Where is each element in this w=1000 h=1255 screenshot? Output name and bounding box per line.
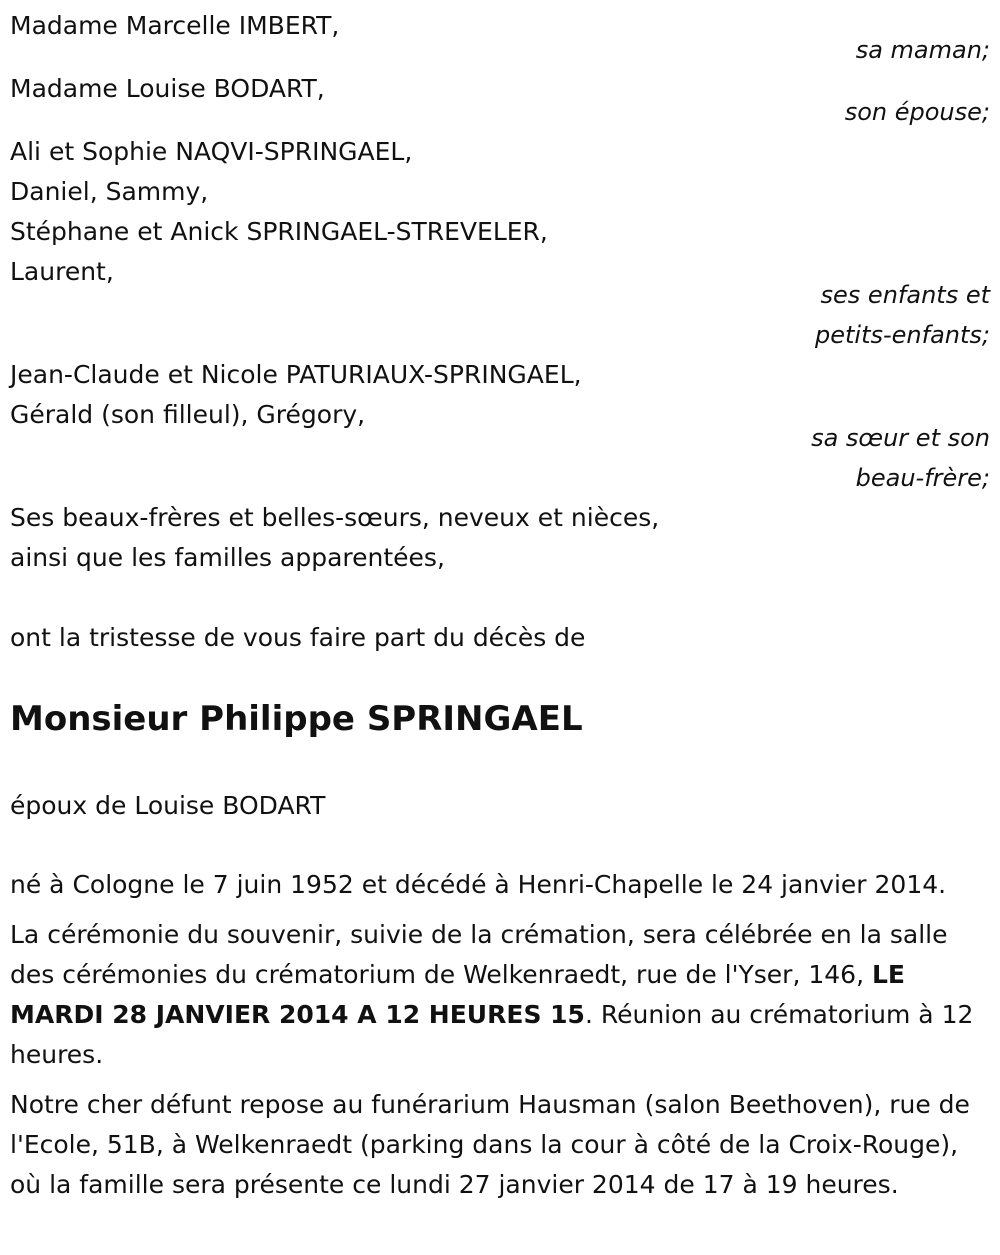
ceremony-date-time: LE MARDI 28 JANVIER 2014 A 12 HEURES 15 xyxy=(10,960,905,1029)
children-line-2: Daniel, Sammy, xyxy=(10,177,209,206)
announcement: ont la tristesse de vous faire part du décès de xyxy=(10,623,586,652)
visitation-paragraph: Notre cher défunt repose au funérarium Hausman (salon Beethoven), rue de l'Ecole, 51B, à Welkenraedt (parking dans la cour à côté de la Croix-Rouge), où la famille sera présente ce lundi 27 janvier 2014 de 17 à 19 heures. xyxy=(10,1090,970,1199)
children-role-line-1: ses enfants et xyxy=(820,281,990,309)
ceremony-paragraph xyxy=(10,915,995,1075)
sister-role-line-1: sa sœur et son xyxy=(811,424,990,452)
extended-line-2: ainsi que les familles apparentées, xyxy=(10,543,445,572)
ceremony-text-before: La cérémonie du souvenir, suivie de la crémation, sera célébrée en la salle des cérémonies du crématorium de Welkenraedt, rue de l'Yser, 146, xyxy=(10,920,948,989)
ceremony-text-after: . Réunion au crématorium à 12 heures. xyxy=(10,1000,974,1069)
wife-role: son épouse; xyxy=(844,98,990,126)
children-line-4: Laurent, xyxy=(10,257,114,286)
deceased-spouse: époux de Louise BODART xyxy=(10,791,326,820)
deceased-name: Monsieur Philippe SPRINGAEL xyxy=(10,699,583,739)
children-line-1: Ali et Sophie NAQVI-SPRINGAEL, xyxy=(10,137,413,166)
mother-name: Madame Marcelle IMBERT, xyxy=(10,11,340,40)
deceased-dates: né à Cologne le 7 juin 1952 et décédé à Henri-Chapelle le 24 janvier 2014. xyxy=(10,870,947,899)
sister-line-1: Jean-Claude et Nicole PATURIAUX-SPRINGAEL, xyxy=(10,360,582,389)
sister-role-line-2: beau-frère; xyxy=(855,464,990,492)
sister-line-2: Gérald (son filleul), Grégory, xyxy=(10,400,366,429)
wife-name: Madame Louise BODART, xyxy=(10,74,325,103)
mother-role: sa maman; xyxy=(855,36,990,64)
extended-line-1: Ses beaux-frères et belles-sœurs, neveux et nièces, xyxy=(10,503,660,532)
children-line-3: Stéphane et Anick SPRINGAEL-STREVELER, xyxy=(10,217,548,246)
children-role-line-2: petits-enfants; xyxy=(815,321,990,349)
